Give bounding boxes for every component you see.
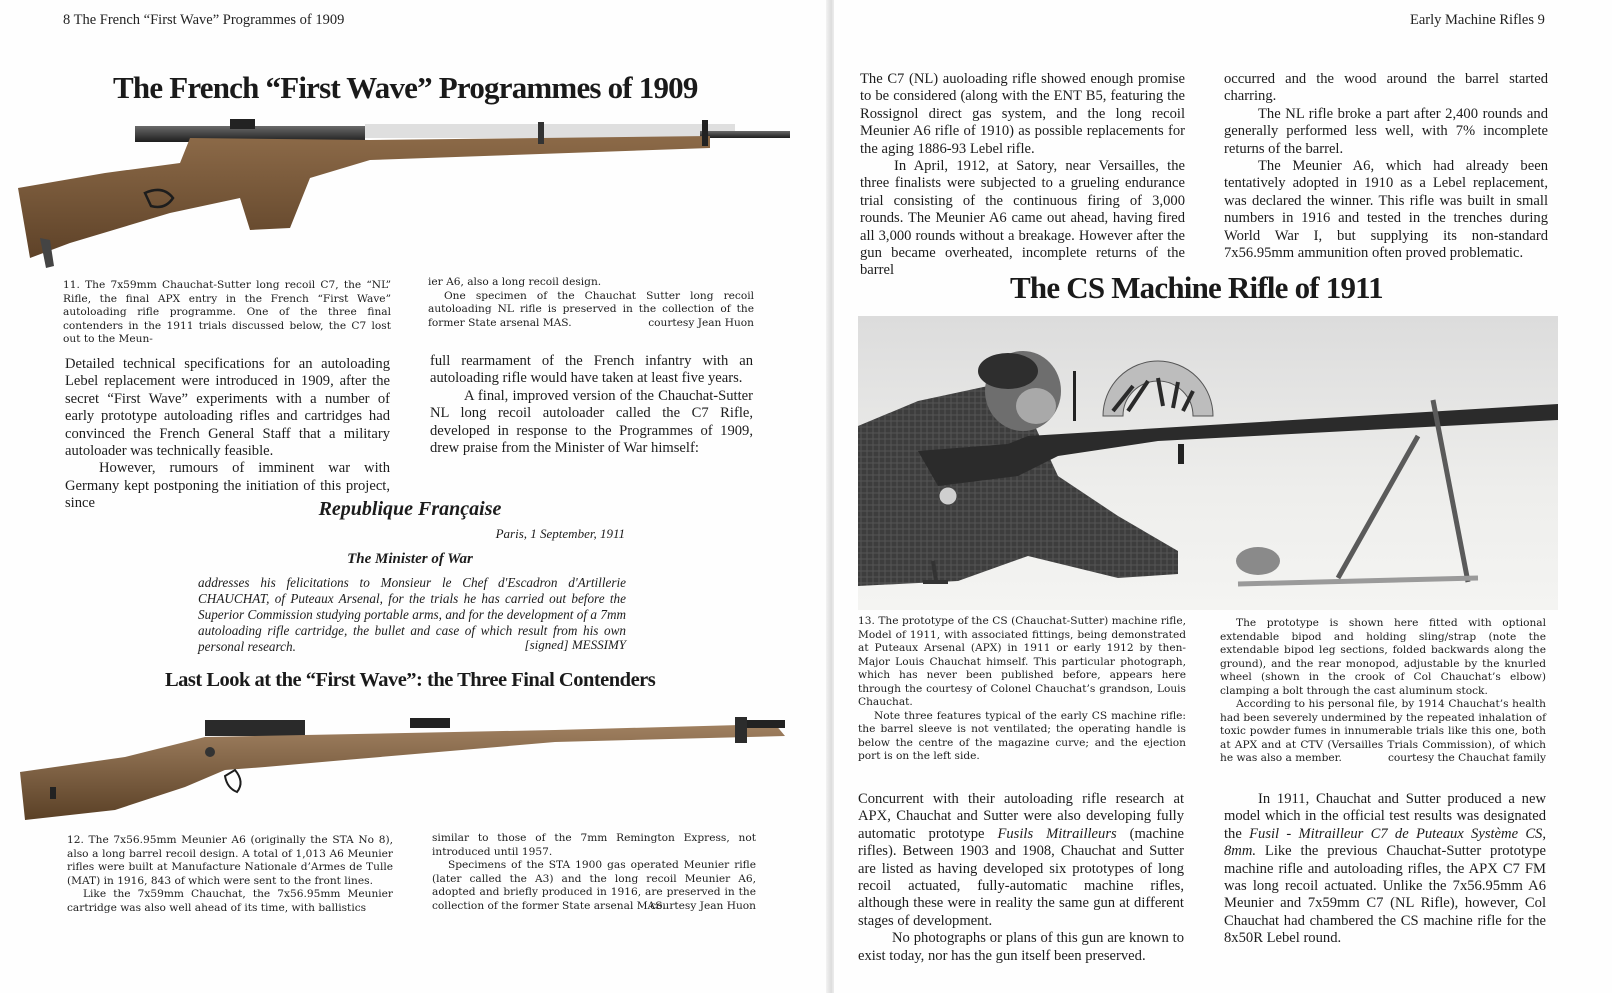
photo-credit: courtesy Jean Huon xyxy=(650,899,756,912)
figure-11-caption-col1: 11. The 7x59mm Chauchat-Sutter long recoil C7, the “NL” Rifle, the final APX entry in the French “First Wave” autoloading rifle programme. One of the three final contenders in the 1911 trials discussed below, the C7 lost out to the Meun- xyxy=(63,279,391,345)
figure-13-caption-col2: The prototype is shown here fitted with optional extendable bipod and holding sling/strap (note the extendable bipod leg sections, folded backwards along the ground), and the rear monopod, adjustable by the knurled wheel (shown in the crook of Col Chauchat’s elbow) clamping a bolt through the cast aluminum stock. According to his personal file, by 1914 Chauchat’s health had been severely undermined by the repeated inhalation of toxic powder fumes in innumerable trials like this one, both at APX and at CTV (Versailles Trials Commission), of which he was also a member. courtesy the Chauchat family xyxy=(1220,617,1546,764)
figure-11-caption-col2: ier A6, also a long recoil design. One specimen of the Chauchat Sutter long recoil autoloading NL rifle is preserved in the collection of the former State arsenal MAS. courtesy Jean Huon xyxy=(428,276,754,329)
figure-13-caption-col1: 13. The prototype of the CS (Chauchat-Sutter) machine rifle, Model of 1911, with associated fittings, being demonstrated at Puteaux Arsenal (APX) in 1911 or early 1912 by then-Major Louis Chauchat himself. This particular photograph, which has never been published before, appears here through the courtesy of Colonel Chauchat’s grandson, Louis Chauchat. Note three features typical of the early CS machine rifle: the barrel sleeve is not ventilated; the operating handle is below the centre of the magazine curve; and the ejection port is on the left side. xyxy=(858,615,1186,762)
right-top-column-1: The C7 (NL) auoloading rifle showed enough promise to be considered (along with the ENT B5, featuring the Rossignol direct gas system, and the long recoil Meunier A6 rifle of 1910) as possible replacements for the aging 1886-93 Lebel rifle. In April, 1912, at Satory, near Versailles, the three finalists were subjected to a grueling endurance trial consisting of the continuous firing of 3,000 rounds. The Meunier A6 came out ahead, having fired all 3,000 rounds without a breakage. However after the gun became overheated, incomplete returns of the barrel xyxy=(860,71,1185,279)
photo-credit: courtesy the Chauchat family xyxy=(1387,752,1546,764)
running-head-left: 8 The French “First Wave” Programmes of 1909 xyxy=(63,12,345,28)
figure-12-caption-col1: 12. The 7x56.95mm Meunier A6 (originally the STA No 8), also a long barrel recoil design. A total of 1,013 A6 Meunier rifles were built at Manufacture Nationale d’Armes de Tulle (MAT) in 1916, 843 of which were sent to the front lines. Like the 7x59mm Chauchat, the 7x56.95mm Meunier cartridge was also well ahead of its time, with ballistics xyxy=(67,834,393,914)
page-title-right: The CS Machine Rifle of 1911 xyxy=(1010,270,1383,305)
body-column-2: full rearmament of the French infantry with an autoloading rifle would have taken at least five years. A final, improved version of the Chauchat-Sutter NL long recoil autoloader called the C7 Rifle, developed in response to the Programmes of 1909, drew praise from the Minister of War himself: xyxy=(430,353,753,457)
letter-signature: [signed] MESSIMY xyxy=(524,637,626,652)
photo-chauchat-demonstrating-cs-machine-rifle xyxy=(858,316,1558,610)
right-top-column-2: occurred and the wood around the barrel started charring. The NL rifle broke a part after 2,400 rounds and generally performed less well, with 7% incomplete returns of the barrel. The Meunier A6, which had already been tentatively adopted in 1910 as a Lebel replacement, was declared the winner. This rifle was built in small numbers in 1916 and tested in the trenches during World War I, but supplying its non-standard 7x56.95mm ammunition often proved problematic. xyxy=(1224,71,1548,262)
figure-12-caption-col2: similar to those of the 7mm Remington Express, not introduced until 1957. Specimens of the STA 1900 gas operated Meunier rifle (later called the A3) and the long recoil Meunier A6, adopted and briefly produced in 1916, are preserved in the collection of the former State arsenal MAS. courtesy Jean Huon xyxy=(432,832,756,912)
rifle-photo-chauchat-sutter-c7 xyxy=(10,118,795,270)
photo-credit: courtesy Jean Huon xyxy=(648,316,754,329)
right-bottom-column-2: In 1911, Chauchat and Sutter produced a new model which in the official test results was designated the Fusil - Mitrailleur C7 de Puteaux Système CS, 8mm. Like the previous Chauchat-Sutter prototype machine rifle and autoloading rifles, the APX C7 FM was long recoil actuated. Unlike the 7x56.95mm A6 Meunier and 7x59mm C7 (NL Rifle), however, Col Chauchat had chambered the CS machine rifle for the 8x50R Lebel round. xyxy=(1224,791,1547,947)
letter-date: Paris, 1 September, 1911 xyxy=(495,526,625,541)
rifle-photo-meunier-a6 xyxy=(15,712,800,822)
section-heading: Last Look at the “First Wave”: the Three Final Contenders xyxy=(165,669,656,691)
letter-text: addresses his felicitations to Monsieur le Chef d'Escadron d'Artillerie CHAUCHAT, of Puteaux Arsenal, for the trials he has carried out before the Superior Commission studying portable arms, and for the development of a 7mm autoloading rifle cartridge, the bullet and case of which result from his own personal research. xyxy=(198,575,626,654)
body-column-1: Detailed technical specifications for an autoloading Lebel replacement were introduced in 1909, after the secret “First Wave” experiments with a number of early prototype autoloading rifles and cartridges had convinced the French General Staff that a military autoloader was technically feasible. However, rumours of imminent war with Germany kept postponing the initiation of this project, since xyxy=(65,356,390,512)
letter-heading: Republique Française xyxy=(318,498,502,520)
page-title-left: The French “First Wave” Programmes of 1909 xyxy=(113,70,698,105)
right-bottom-column-1: Concurrent with their autoloading rifle research at APX, Chauchat and Sutter were also developing fully automatic prototype Fusils Mitrailleurs (machine rifles). Between 1903 and 1908, Chauchat and Sutter are listed as having developed six prototypes of long recoil actuated, fully-automatic machine rifles, although these were in reality the same gun at different stages of development. No photographs or plans of this gun are known to exist today, nor has the gun itself been preserved. xyxy=(858,791,1184,964)
running-head-right: Early Machine Rifles 9 xyxy=(1410,12,1545,28)
right-page xyxy=(834,0,1612,993)
letter-subheading: The Minister of War xyxy=(347,551,473,567)
